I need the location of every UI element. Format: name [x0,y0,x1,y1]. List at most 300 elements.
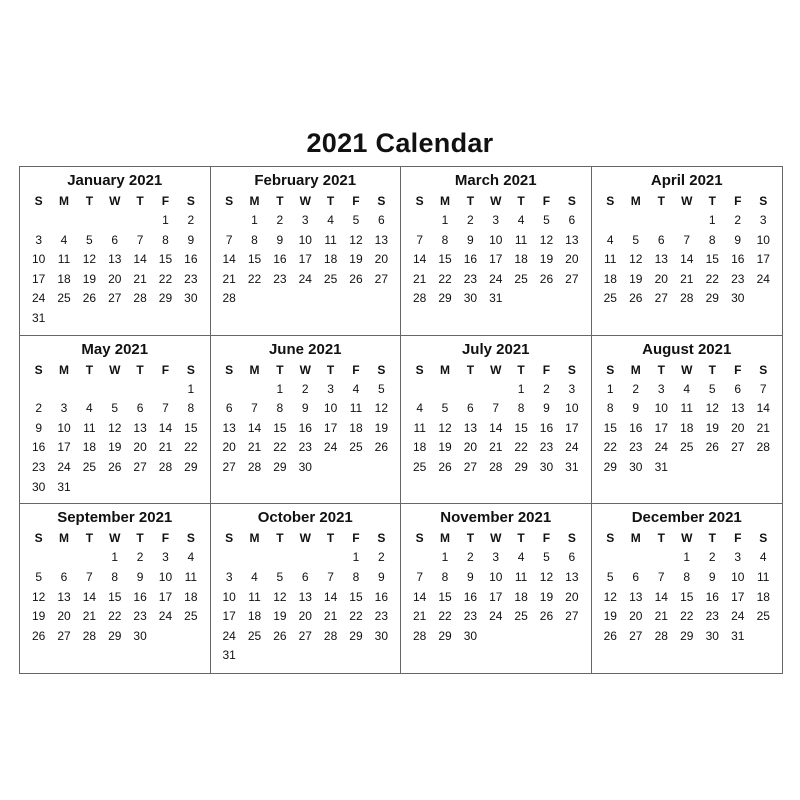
day-cell: 11 [514,232,528,247]
day-cell: 22 [273,440,287,455]
weekday-label: M [249,531,260,546]
day-cell [77,548,102,568]
day-cell: 15 [108,589,122,604]
day-cell: 28 [247,460,262,475]
month-block [20,504,211,673]
day-cell: 24 [31,291,46,306]
day-cell: 13 [374,232,388,247]
day-cell: 29 [158,291,173,306]
day-cell: 26 [31,628,46,643]
day-cell: 7 [492,401,500,416]
day-cell: 10 [654,401,668,416]
day-cell: 17 [323,420,338,435]
weekday-label: S [567,362,576,377]
weekday-label: T [326,362,335,377]
day-cell: 9 [708,569,716,584]
day-cell: 17 [31,271,46,286]
day-cell: 10 [158,569,173,584]
weekday-label: F [734,362,742,377]
weekday-label: F [734,531,742,546]
day-cell: 6 [136,401,144,416]
day-cell: 27 [565,609,579,624]
day-cell: 26 [374,440,388,455]
day-cell: 26 [438,460,452,475]
day-cell [725,458,751,478]
day-cell: 14 [412,589,427,604]
week-row [407,588,585,608]
month-name: July 2021 [461,340,530,358]
day-cell: 17 [489,252,503,267]
calendar-grid [19,166,783,674]
day-cell: 26 [539,609,554,624]
day-cell: 23 [374,609,388,624]
day-cell: 27 [629,628,643,643]
day-cell: 24 [323,440,338,455]
day-cell: 14 [489,420,503,435]
day-cell: 13 [57,589,71,604]
day-cell: 17 [654,420,668,435]
day-cell: 25 [514,609,528,624]
week-row [407,231,585,251]
month-name: December 2021 [631,509,742,527]
day-cell: 27 [222,460,236,475]
day-cell: 9 [632,401,640,416]
day-cell: 16 [705,589,719,604]
day-cell: 29 [438,291,452,306]
day-cell: 7 [225,232,233,247]
day-cell: 16 [629,420,643,435]
day-cell: 12 [438,420,452,435]
day-cell: 12 [108,420,122,435]
day-cell: 23 [463,271,478,286]
weekday-label: M [59,362,70,377]
day-cell: 8 [111,569,119,584]
day-cell: 18 [680,420,694,435]
day-cell [318,548,343,568]
day-cell: 10 [489,569,503,584]
day-cell: 19 [539,589,554,604]
day-cell [293,646,318,666]
weekday-label: M [440,194,451,208]
day-cell: 13 [108,252,122,267]
week-row [26,250,204,270]
day-cell: 19 [31,609,46,624]
day-cell: 8 [441,232,449,247]
weekday-label: W [299,362,311,377]
day-cell: 13 [731,401,745,416]
day-cell: 13 [133,420,147,435]
week-row [217,270,395,290]
day-cell: 28 [680,291,694,306]
weekday-header [217,360,395,380]
day-cell [649,211,675,231]
day-cell: 19 [705,420,719,435]
day-cell: 26 [705,440,719,455]
day-cell: 23 [273,271,287,286]
day-cell: 30 [133,628,147,643]
day-cell: 27 [108,291,122,306]
day-cell [267,289,292,309]
day-cell: 11 [413,420,426,435]
day-cell: 20 [298,609,312,624]
day-cell: 11 [324,232,337,247]
day-cell: 10 [298,232,312,247]
day-cell [127,380,152,400]
weekday-header [217,528,395,548]
weekday-label: M [440,531,451,546]
day-cell: 5 [276,569,284,584]
day-cell: 24 [654,440,668,455]
day-cell: 29 [603,460,617,475]
day-cell [407,380,432,400]
day-cell [26,211,51,231]
day-cell: 29 [108,628,122,643]
day-cell [102,309,127,329]
day-cell: 4 [517,550,525,565]
day-cell: 30 [463,291,478,306]
day-cell: 8 [352,569,360,584]
day-cell: 28 [412,291,427,306]
day-cell: 3 [759,213,767,227]
day-cell: 26 [273,628,287,643]
day-cell: 14 [133,252,147,267]
day-cell: 30 [184,291,198,306]
weekday-label: S [759,531,768,546]
day-cell: 15 [247,252,262,267]
week-row [598,607,777,627]
week-row [26,211,204,231]
week-row [598,588,777,608]
day-cell: 24 [489,609,503,624]
day-cell: 5 [86,232,93,247]
week-row [407,270,585,290]
week-row [407,607,585,627]
day-cell: 28 [133,291,147,306]
weekday-header [598,360,777,380]
day-cell: 16 [298,420,312,435]
week-row [26,438,204,458]
day-cell: 1 [162,213,169,227]
day-cell: 28 [82,628,97,643]
weekday-label: M [630,194,641,208]
weekday-label: F [161,194,170,208]
day-cell: 7 [162,401,169,416]
day-cell: 7 [657,569,665,584]
day-cell: 24 [489,271,503,286]
week-row [217,211,395,231]
day-cell [178,627,203,647]
day-cell [674,211,700,231]
weekday-label: M [249,362,260,377]
day-cell: 28 [412,628,427,643]
day-cell: 13 [463,420,478,435]
day-cell: 21 [323,609,338,624]
week-row [217,250,395,270]
day-cell: 8 [276,401,284,416]
weekday-label: S [34,362,43,377]
day-cell: 30 [31,479,46,494]
day-cell: 10 [756,232,770,247]
day-cell: 21 [222,271,236,286]
day-cell: 27 [57,628,71,643]
day-cell: 12 [349,232,363,247]
weekday-label: S [415,531,424,546]
week-row [217,607,395,627]
month-name: September 2021 [57,509,173,527]
day-cell: 25 [184,609,198,624]
day-cell: 31 [489,291,503,306]
day-cell: 22 [349,609,363,624]
day-cell: 7 [683,232,691,247]
day-cell: 28 [222,291,236,306]
week-row [407,568,585,588]
day-cell [407,211,432,231]
week-row [407,458,585,478]
month-block [401,167,592,336]
month-block [20,167,211,336]
week-row [26,607,204,627]
month-block [211,167,402,336]
weekday-label: T [85,531,94,546]
day-cell: 10 [731,569,745,584]
day-cell: 9 [467,569,474,584]
day-cell: 19 [438,440,452,455]
weekday-label: T [85,362,94,377]
weekday-label: T [708,194,716,208]
day-cell [153,627,178,647]
day-cell: 4 [352,381,360,396]
day-cell: 1 [352,550,360,565]
day-cell: 2 [136,550,144,565]
day-cell: 5 [708,381,716,396]
day-cell [508,627,533,647]
day-cell: 27 [133,460,147,475]
month-name: August 2021 [642,340,732,358]
day-cell: 23 [463,609,478,624]
day-cell: 5 [441,401,449,416]
day-cell: 28 [489,460,503,475]
day-cell: 12 [629,252,643,267]
month-name: March 2021 [454,172,537,189]
weekday-label: W [490,362,502,377]
day-cell: 20 [374,252,388,267]
day-cell [598,211,624,231]
day-cell: 2 [301,381,309,396]
day-cell: 29 [514,460,528,475]
day-cell: 23 [705,609,719,624]
day-cell: 3 [35,232,43,247]
week-row [598,568,777,588]
day-cell: 9 [467,232,474,247]
week-row [407,289,585,309]
weekday-label: F [352,362,360,377]
day-cell: 10 [489,232,503,247]
week-row [598,380,777,400]
day-cell: 3 [492,550,500,565]
week-row [26,270,204,290]
day-cell: 15 [438,252,452,267]
day-cell: 14 [680,252,694,267]
weekday-label: S [759,194,768,208]
day-cell: 1 [683,550,691,565]
day-cell: 3 [734,550,742,565]
day-cell [127,211,152,231]
day-cell: 13 [222,420,236,435]
day-cell: 28 [756,440,770,455]
day-cell: 9 [276,232,284,247]
day-cell: 7 [327,569,334,584]
weekday-label: M [630,362,641,377]
day-cell: 2 [632,381,640,396]
day-cell [77,211,102,231]
day-cell: 2 [377,550,385,565]
weekday-label: T [136,531,144,546]
day-cell [153,380,178,400]
day-cell: 20 [108,271,122,286]
day-cell: 31 [31,310,46,325]
day-cell [483,380,508,400]
day-cell: 28 [158,460,173,475]
day-cell: 13 [629,589,643,604]
day-cell: 15 [184,420,198,435]
day-cell: 12 [374,401,388,416]
day-cell: 16 [463,252,478,267]
day-cell: 1 [517,381,525,396]
day-cell [700,458,726,478]
day-cell: 16 [463,589,478,604]
week-row [598,419,777,439]
day-cell [242,548,267,568]
day-cell: 6 [111,232,119,247]
day-cell: 9 [543,401,550,416]
day-cell: 20 [731,420,745,435]
day-cell: 12 [705,401,719,416]
day-cell [51,548,76,568]
weekday-label: S [415,362,424,377]
weekday-label: T [276,194,284,208]
week-row [598,399,777,419]
day-cell: 9 [187,232,195,247]
weekday-label: W [109,362,121,377]
day-cell: 10 [222,589,236,604]
day-cell: 15 [680,589,694,604]
day-cell: 19 [629,271,643,286]
month-name: May 2021 [81,340,149,358]
weekday-label: T [276,531,284,546]
day-cell: 1 [187,381,195,396]
day-cell [178,478,203,498]
day-cell [318,458,343,478]
day-cell: 3 [657,381,665,396]
day-cell: 8 [251,232,258,247]
month-block [401,504,592,673]
week-row [598,438,777,458]
day-cell: 20 [565,589,579,604]
day-cell [127,478,152,498]
day-cell: 22 [247,271,262,286]
day-cell: 7 [416,232,424,247]
day-cell [153,309,178,329]
day-cell [267,646,292,666]
weekday-label: T [326,531,335,546]
month-block [592,167,783,336]
day-cell: 12 [31,589,46,604]
month-name: January 2021 [67,172,163,189]
day-cell: 6 [734,381,742,396]
day-cell [623,211,649,231]
week-row [217,231,395,251]
week-row [407,250,585,270]
day-cell: 4 [683,381,691,396]
day-cell: 11 [184,569,198,584]
day-cell: 7 [759,381,767,396]
day-cell: 5 [35,569,43,584]
day-cell: 10 [565,401,579,416]
day-cell: 11 [57,252,71,267]
week-row [26,419,204,439]
day-cell: 22 [184,440,198,455]
day-cell: 6 [225,401,233,416]
day-cell: 15 [349,589,363,604]
day-cell: 18 [82,440,97,455]
day-cell [751,458,777,478]
day-cell: 1 [441,213,449,227]
week-row [26,289,204,309]
weekday-label: M [630,531,641,546]
week-row [217,289,395,309]
day-cell: 30 [705,628,719,643]
day-cell: 5 [632,232,640,247]
day-cell: 25 [680,440,694,455]
day-cell: 27 [374,271,388,286]
day-cell: 7 [86,569,93,584]
day-cell [293,289,318,309]
weekday-label: W [299,531,311,546]
week-row [407,548,585,568]
day-cell: 21 [680,271,694,286]
day-cell: 19 [82,271,97,286]
day-cell: 17 [222,609,236,624]
day-cell [649,548,675,568]
day-cell: 11 [757,569,770,584]
weekday-label: S [377,362,386,377]
week-row [217,458,395,478]
day-cell [242,380,267,400]
month-name: February 2021 [254,172,357,189]
day-cell: 2 [543,381,550,396]
week-row [598,627,777,647]
weekday-header [26,528,204,548]
day-cell: 9 [301,401,309,416]
day-cell: 21 [654,609,668,624]
day-cell: 16 [374,589,388,604]
weekday-header [407,528,585,548]
day-cell [51,380,76,400]
week-row [26,399,204,419]
day-cell: 29 [680,628,694,643]
day-cell: 16 [133,589,147,604]
week-row [26,231,204,251]
day-cell [77,309,102,329]
day-cell: 8 [162,232,169,247]
weekday-label: F [161,362,170,377]
week-row [598,231,777,251]
day-cell: 25 [247,628,262,643]
week-row [407,399,585,419]
day-cell: 1 [111,550,119,565]
weekday-label: T [136,362,144,377]
day-cell: 4 [327,213,334,227]
